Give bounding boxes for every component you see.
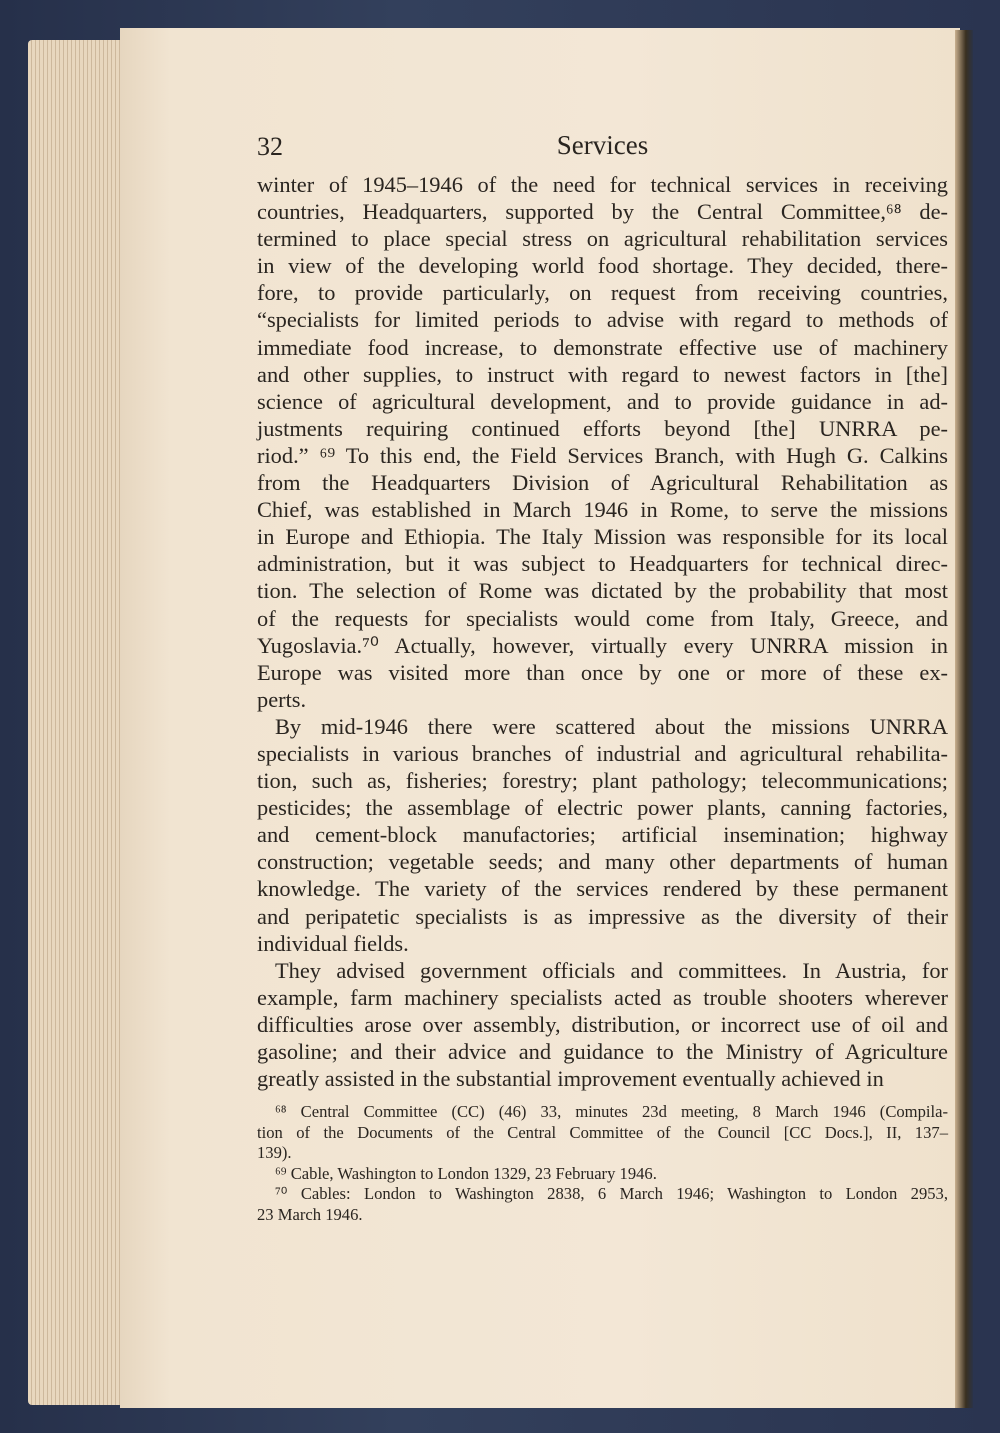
text-line: tion. The selection of Rome was dictated by the probability that most — [257, 578, 948, 604]
text-line: countries, Headquarters, supported by the Central Committee,⁶⁸ de- — [257, 199, 948, 225]
footnote-line: ⁶⁹ Cable, Washington to London 1329, 23 February 1946. — [275, 1163, 657, 1183]
text-line: immediate food increase, to demonstrate effective use of machinery — [257, 334, 948, 360]
text-line: winter of 1945–1946 of the need for technical services in receiving — [257, 172, 948, 197]
text-line: They advised government officials and committees. In Austria, for — [275, 957, 948, 983]
text-line: of the requests for specialists would come from Italy, Greece, and — [257, 605, 948, 631]
text-line: construction; vegetable seeds; and many other departments of human — [257, 849, 948, 875]
text-line: in Europe and Ethiopia. The Italy Mission was responsible for its local — [257, 524, 948, 550]
footnote-line: tion of the Documents of the Central Committee of the Council [CC Docs.], II, 137– — [257, 1122, 948, 1142]
text-line: science of agricultural development, and to provide guidance in ad- — [257, 388, 948, 414]
footnote-line: ⁶⁸ Central Committee (CC) (46) 33, minutes 23d meeting, 8 March 1946 (Compila- — [275, 1102, 948, 1121]
text-line: and peripatetic specialists is as impressive as the diversity of their — [257, 903, 948, 929]
book-gutter — [955, 30, 973, 1408]
body-text — [257, 171, 948, 1092]
text-line: justments requiring continued efforts beyond [the] UNRRA pe- — [257, 415, 948, 441]
footnote-line: ⁷⁰ Cables: London to Washington 2838, 6 March 1946; Washington to London 2953, — [275, 1184, 948, 1203]
text-line: specialists in various branches of industrial and agricultural rehabilita- — [257, 740, 948, 766]
text-line: greatly assisted in the substantial improvement eventually achieved in — [257, 1066, 884, 1092]
footnotes — [257, 1102, 948, 1225]
text-line: gasoline; and their advice and guidance to the Ministry of Agriculture — [257, 1039, 948, 1064]
text-line: tion, such as, fisheries; forestry; plant pathology; telecommunications; — [257, 768, 948, 794]
text-line: difficulties arose over assembly, distribution, or incorrect use of oil and — [257, 1011, 948, 1037]
text-line: example, farm machinery specialists acted as trouble shooters wherever — [257, 984, 948, 1010]
text-line: Chief, was established in March 1946 in Rome, to serve the missions — [257, 497, 948, 523]
text-line: termined to place special stress on agricultural rehabilitation services — [257, 226, 948, 252]
text-line: knowledge. The variety of the services rendered by these permanent — [257, 876, 948, 902]
text-line: perts. — [257, 686, 307, 712]
text-line: Yugoslavia.⁷⁰ Actually, however, virtually every UNRRA mission in — [257, 632, 948, 658]
footnote-line: 139). — [257, 1143, 292, 1162]
page-edges — [28, 40, 128, 1405]
footnote-line: 23 March 1946. — [257, 1204, 363, 1224]
text-line: administration, but it was subject to Headquarters for technical direc- — [257, 551, 948, 577]
running-header — [257, 130, 948, 164]
text-line: riod.” ⁶⁹ To this end, the Field Services Branch, with Hugh G. Calkins — [257, 442, 948, 468]
text-line: “specialists for limited periods to advise with regard to methods of — [257, 307, 948, 333]
running-title: Services — [556, 130, 649, 160]
text-line: pesticides; the assemblage of electric power plants, canning factories, — [257, 795, 948, 821]
page-number: 32 — [257, 132, 283, 161]
text-line: fore, to provide particularly, on request from receiving countries, — [257, 280, 948, 306]
text-line: and cement-block manufactories; artificial insemination; highway — [257, 822, 948, 848]
text-line: By mid-1946 there were scattered about the missions UNRRA — [275, 713, 948, 739]
text-line: from the Headquarters Division of Agricultural Rehabilitation as — [257, 470, 948, 496]
text-line: and other supplies, to instruct with regard to newest factors in [the] — [257, 361, 948, 387]
text-line: in view of the developing world food shortage. They decided, there- — [257, 253, 948, 279]
text-line: individual fields. — [257, 930, 409, 956]
text-line: Europe was visited more than once by one or more of these ex- — [257, 659, 948, 685]
